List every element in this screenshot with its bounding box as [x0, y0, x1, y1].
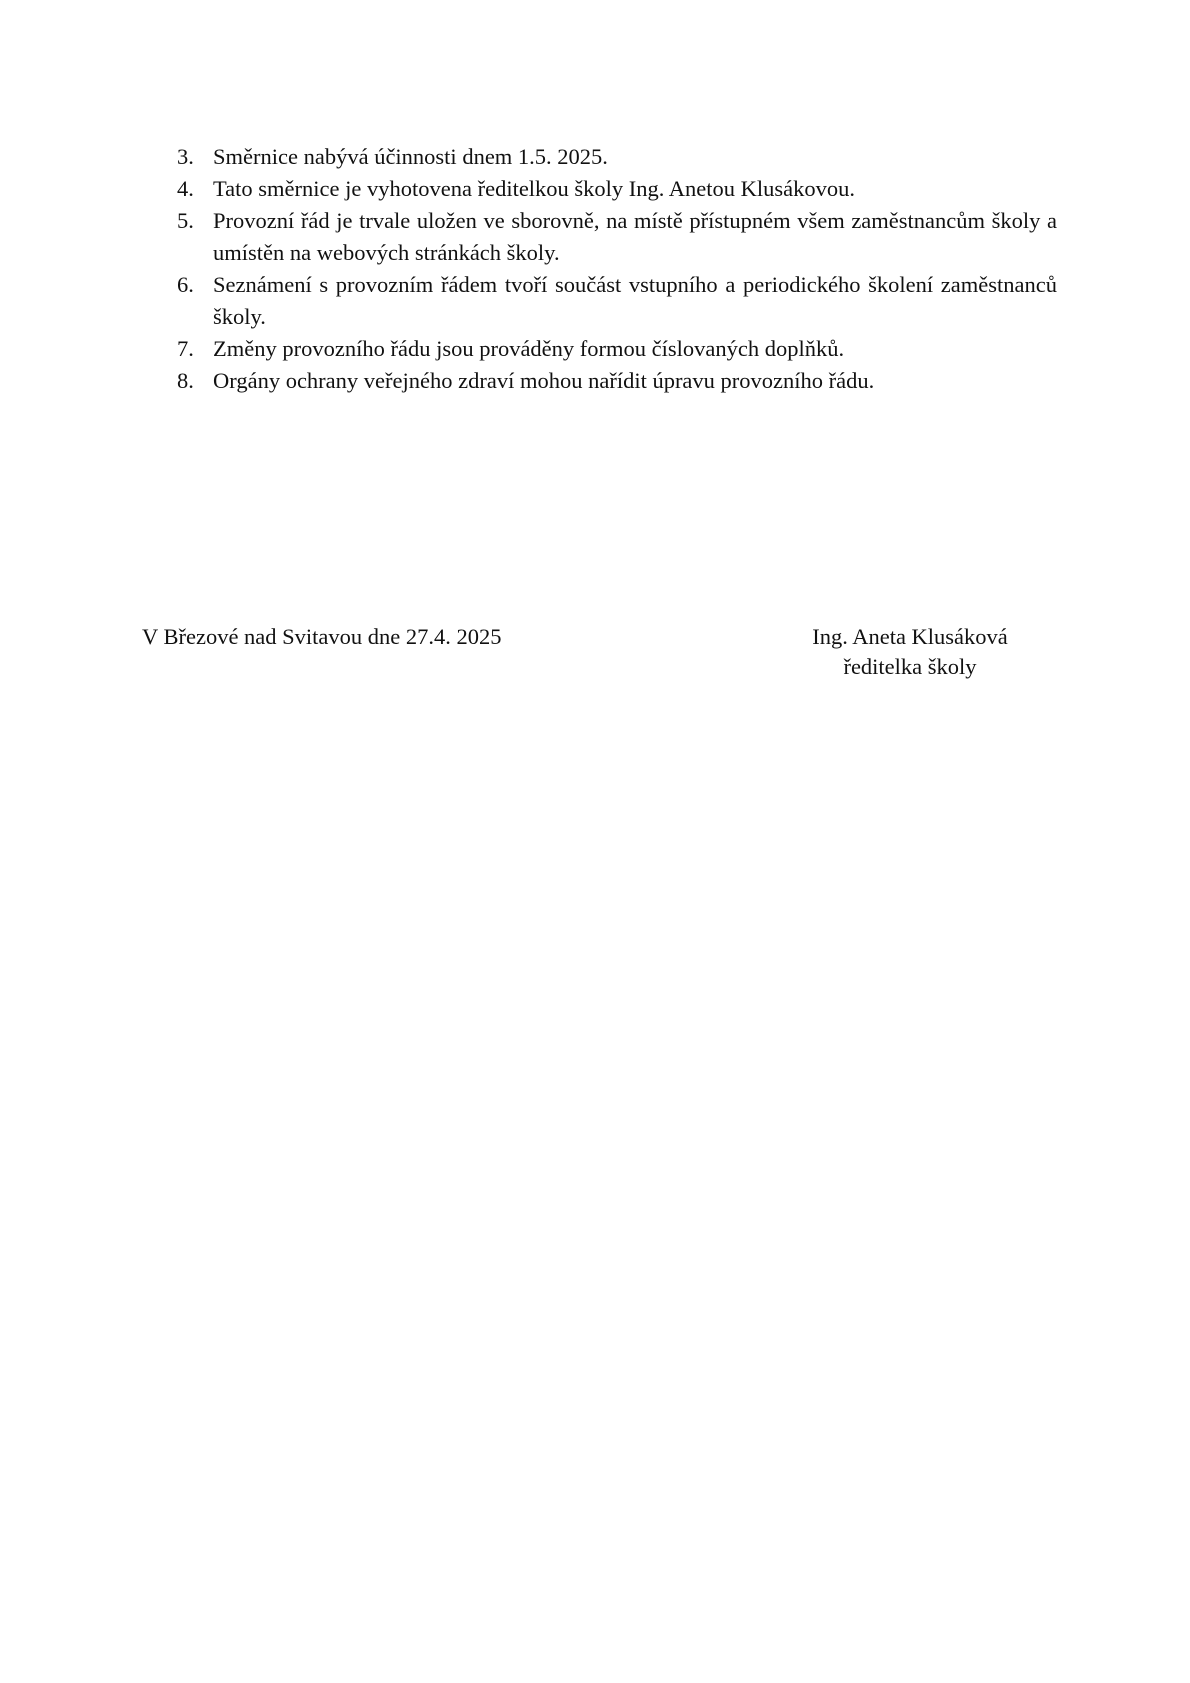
list-item-number: 7.: [177, 336, 194, 361]
list-item-number: 5.: [177, 208, 194, 233]
list-item: [177, 205, 1057, 269]
list-item-text: Tato směrnice je vyhotovena ředitelkou školy Ing. Anetou Klusákovou.: [213, 176, 856, 201]
list-item: [177, 365, 1057, 397]
rules-list: [177, 141, 1057, 397]
list-item-number: 4.: [177, 176, 194, 201]
list-item-number: 3.: [177, 144, 194, 169]
list-item-text: Provozní řád je trvale uložen ve sborovně, na místě přístupném všem zaměstnancům školy a umístěn na webových stránkách školy.: [213, 208, 1057, 265]
signatory-role: ředitelka školy: [843, 654, 977, 679]
list-item-number: 8.: [177, 368, 194, 393]
list-item-text: Směrnice nabývá účinnosti dnem 1.5. 2025.: [213, 144, 608, 169]
signature-block: [800, 622, 1020, 682]
list-item-text: Seznámení s provozním řádem tvoří součást vstupního a periodického školení zaměstnanců školy.: [213, 272, 1057, 329]
list-item-number: 6.: [177, 272, 194, 297]
signatory-name: Ing. Aneta Klusáková: [812, 624, 1008, 649]
list-item: [177, 269, 1057, 333]
list-item: [177, 333, 1057, 365]
place-and-date: V Březové nad Svitavou dne 27.4. 2025: [142, 624, 502, 649]
list-item: [177, 173, 1057, 205]
list-item-text: Změny provozního řádu jsou prováděny formou číslovaných doplňků.: [213, 336, 845, 361]
list-item-text: Orgány ochrany veřejného zdraví mohou nařídit úpravu provozního řádu.: [213, 368, 875, 393]
list-item: [177, 141, 1057, 173]
